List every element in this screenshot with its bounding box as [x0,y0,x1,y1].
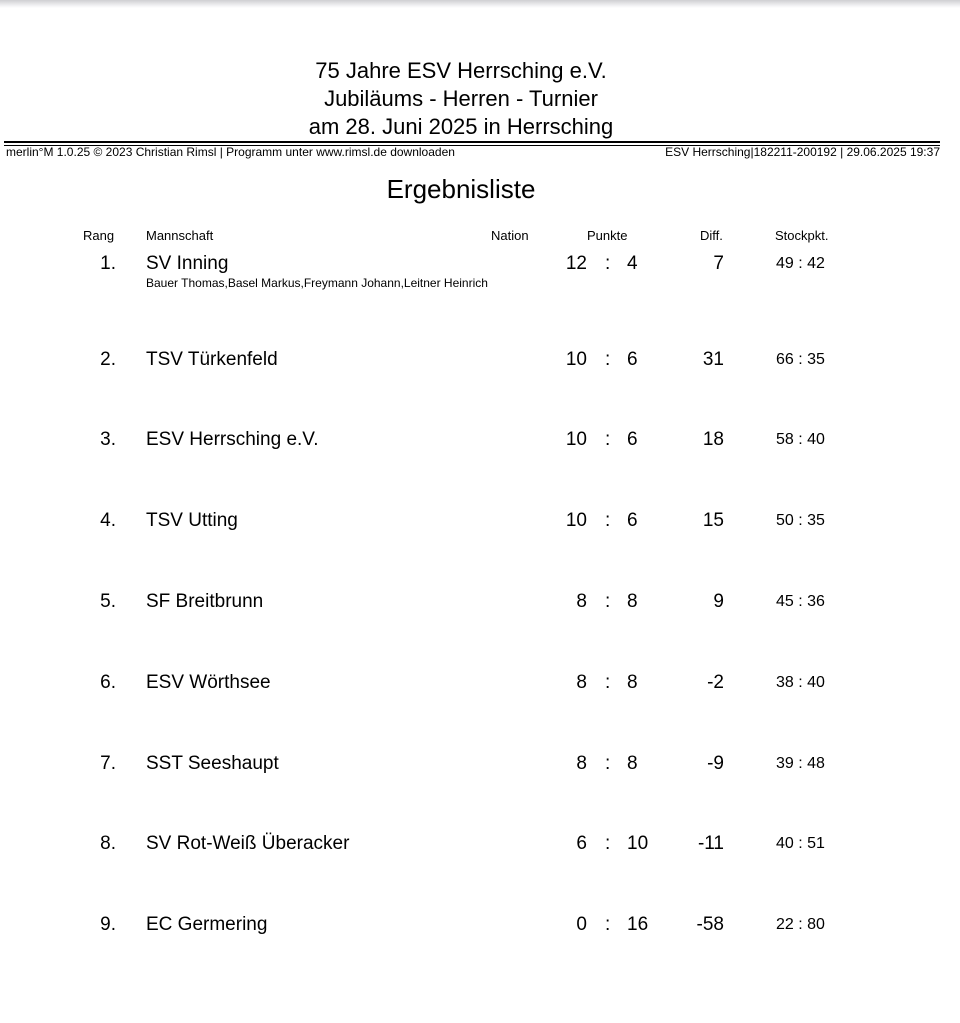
rank-cell: 2. [100,349,116,370]
points-for: 6 [576,833,587,854]
points-against: 8 [627,753,638,774]
points-against: 8 [627,591,638,612]
table-row [0,253,960,290]
table-row [0,350,960,380]
diff-cell: 18 [702,429,724,450]
col-team-header: Mannschaft [146,228,214,243]
stock-points: 50 : 35 [776,512,825,529]
points-separator: : [605,914,611,935]
team-name: EC Germering [146,914,268,935]
points-separator: : [605,672,611,693]
points-for: 10 [565,510,587,531]
col-stock-header: Stockpkt. [775,228,829,243]
team-players: Bauer Thomas,Basel Markus,Freymann Johann,Leitner Heinrich [146,276,488,290]
diff-cell: 7 [713,253,724,274]
rank-cell: 3. [100,429,116,450]
points-separator: : [605,253,611,274]
table-row [0,834,960,864]
team-name: ESV Wörthsee [146,672,271,693]
doc-title-line-1: 75 Jahre ESV Herrsching e.V. [315,58,607,83]
rank-cell: 1. [100,253,116,274]
stock-points: 22 : 80 [776,916,825,933]
points-against: 6 [627,510,638,531]
points-for: 8 [576,753,587,774]
points-separator: : [605,429,611,450]
table-row [0,592,960,622]
doc-title-line-2: Jubiläums - Herren - Turnier [324,86,598,111]
stock-points: 38 : 40 [776,674,825,691]
team-name: SST Seeshaupt [146,753,279,774]
col-nation-header: Nation [491,228,529,243]
points-against: 6 [627,349,638,370]
points-for: 8 [576,591,587,612]
points-against: 6 [627,429,638,450]
points-against: 16 [627,914,649,935]
team-name: SV Rot-Weiß Überacker [146,833,350,854]
team-name: SF Breitbrunn [146,591,264,612]
table-row [0,511,960,541]
diff-cell: 15 [702,510,724,531]
col-points-header: Punkte [587,228,628,243]
points-separator: : [605,833,611,854]
points-for: 10 [565,429,587,450]
results-heading: Ergebnisliste [386,174,536,204]
points-separator: : [605,349,611,370]
diff-cell: -11 [697,833,724,854]
team-name: SV Inning [146,253,229,274]
points-for: 12 [565,253,587,274]
doc-title-line-3: am 28. Juni 2025 in Herrsching [308,114,614,139]
rank-cell: 9. [100,914,116,935]
points-against: 4 [627,253,638,274]
window-top-edge [0,0,960,8]
rank-cell: 5. [100,591,116,612]
rank-cell: 6. [100,672,116,693]
table-row [0,673,960,703]
team-name: ESV Herrsching e.V. [146,429,319,450]
diff-cell: 31 [702,349,724,370]
rank-cell: 4. [100,510,116,531]
print-stamp: ESV Herrsching|182211-200192 | 29.06.2025 19:37 [665,145,940,159]
team-name: TSV Utting [146,510,238,531]
stock-points: 45 : 36 [776,593,825,610]
rank-cell: 7. [100,753,116,774]
points-separator: : [605,591,611,612]
diff-cell: 9 [713,591,724,612]
stock-points: 39 : 48 [776,755,825,772]
table-row [0,430,960,460]
software-credit: merlin°M 1.0.25 © 2023 Christian Rimsl | Programm unter www.rimsl.de downloaden [6,145,455,159]
points-for: 0 [576,914,587,935]
diff-cell: -9 [707,753,724,774]
table-row [0,915,960,945]
diff-cell: -58 [696,914,724,935]
team-name: TSV Türkenfeld [146,349,278,370]
points-separator: : [605,753,611,774]
points-for: 8 [576,672,587,693]
points-separator: : [605,510,611,531]
points-against: 10 [627,833,649,854]
header-rule [4,141,940,143]
col-diff-header: Diff. [700,228,723,243]
points-for: 10 [565,349,587,370]
stock-points: 58 : 40 [776,431,825,448]
stock-points: 49 : 42 [776,255,825,272]
rank-cell: 8. [100,833,116,854]
col-rank-header: Rang [83,228,115,243]
stock-points: 66 : 35 [776,351,825,368]
table-row [0,754,960,784]
stock-points: 40 : 51 [776,835,825,852]
points-against: 8 [627,672,638,693]
diff-cell: -2 [707,672,724,693]
